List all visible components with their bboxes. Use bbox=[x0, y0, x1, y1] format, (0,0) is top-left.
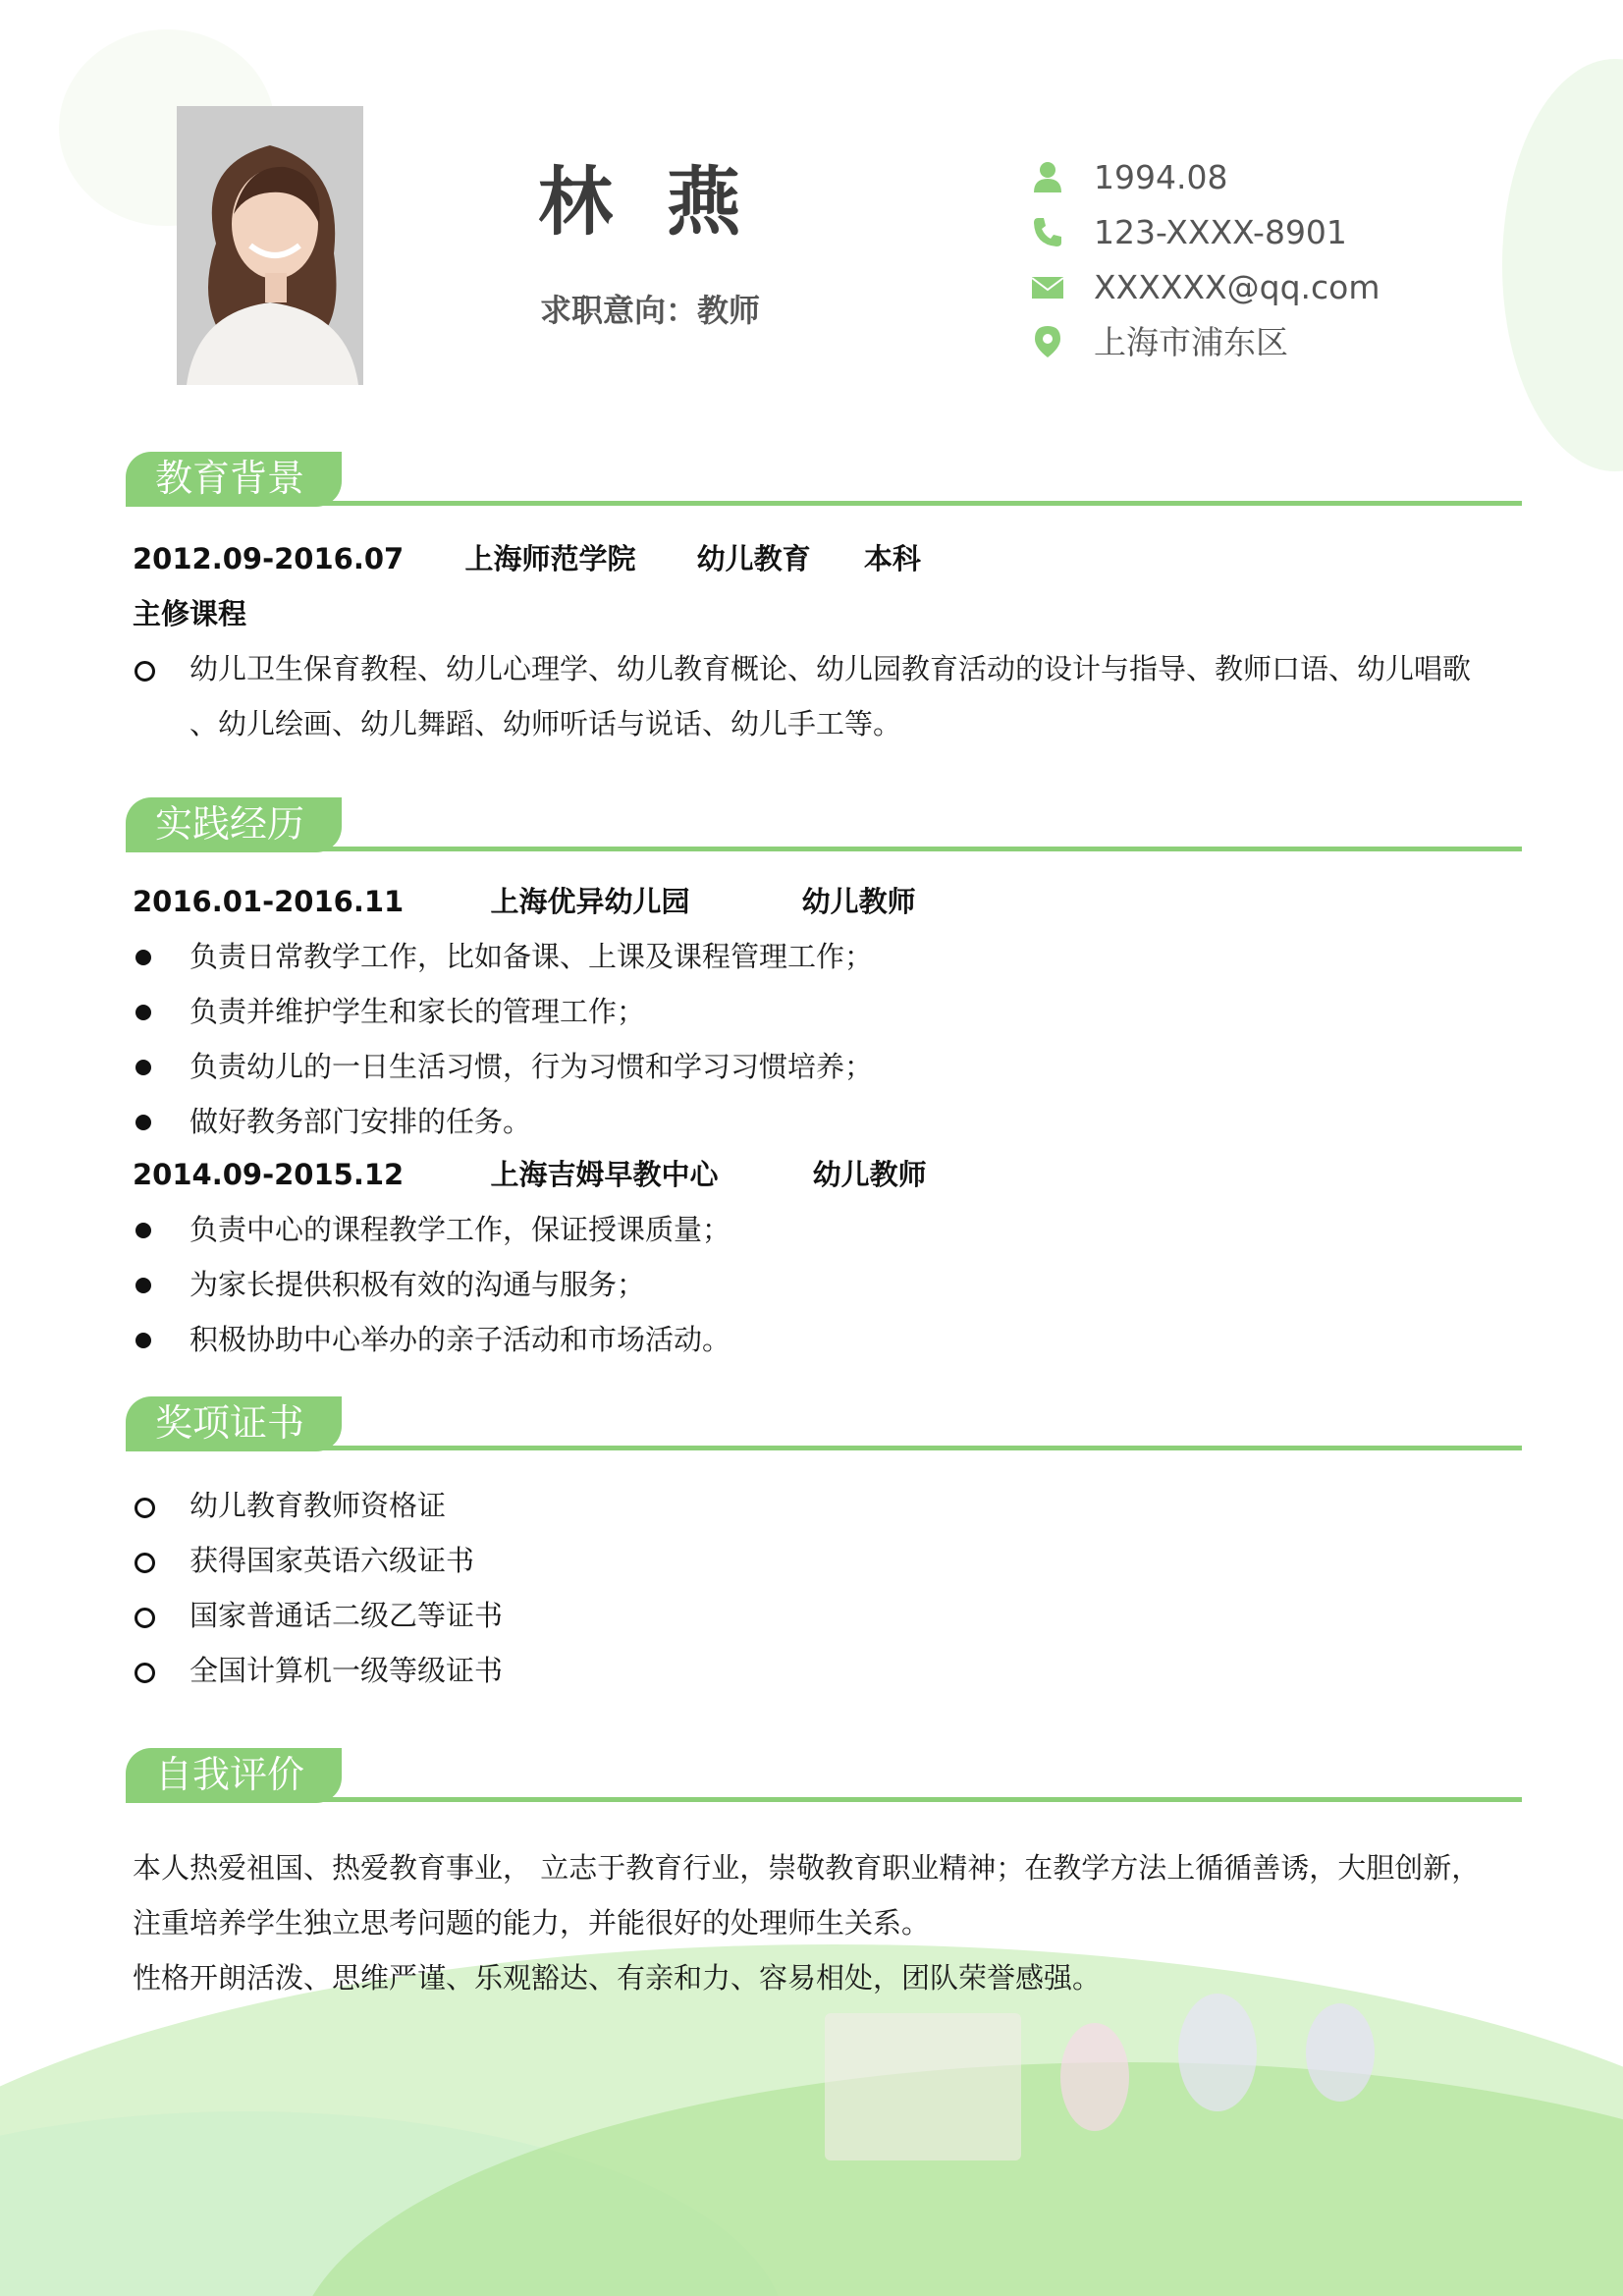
job-intent: 求职意向：教师 bbox=[540, 292, 761, 329]
section-divider bbox=[126, 1446, 1522, 1450]
job-header bbox=[133, 884, 916, 919]
duty-text: 负责日常教学工作，比如备课、上课及课程管理工作； bbox=[189, 940, 874, 973]
job-org: 上海吉姆早教中心 bbox=[490, 1158, 719, 1191]
section-education bbox=[126, 452, 1522, 507]
contact-birth bbox=[1031, 149, 1380, 204]
duty-text: 负责幼儿的一日生活习惯，行为习惯和学习习惯培养； bbox=[189, 1050, 874, 1083]
phone-text: 123-XXXX-8901 bbox=[1094, 212, 1347, 251]
self-eval-line-1: 本人热爱祖国、热爱教育事业， 立志于教育行业，崇敬教育职业精神；在教学方法上循循善诱，大胆创新， bbox=[133, 1851, 1481, 1885]
duty-text: 积极协助中心举办的亲子活动和市场活动。 bbox=[189, 1323, 731, 1356]
contact-email bbox=[1031, 259, 1380, 314]
education-row bbox=[133, 541, 921, 576]
education-major: 幼儿教育 bbox=[696, 542, 811, 575]
job-period: 2016.01-2016.11 bbox=[133, 885, 405, 918]
award-text: 获得国家英语六级证书 bbox=[189, 1544, 475, 1577]
award-text: 国家普通话二级乙等证书 bbox=[189, 1599, 504, 1632]
ring-bullet-icon bbox=[135, 1553, 155, 1573]
address-text: 上海市浦东区 bbox=[1094, 322, 1288, 361]
dot-bullet-icon bbox=[135, 1223, 151, 1238]
job-header bbox=[133, 1157, 927, 1192]
section-self-evaluation bbox=[126, 1748, 1522, 1803]
dot-bullet-icon bbox=[135, 1278, 151, 1293]
job-org: 上海优异幼儿园 bbox=[490, 885, 690, 918]
section-awards bbox=[126, 1396, 1522, 1451]
contact-phone bbox=[1031, 204, 1380, 259]
ring-bullet-icon bbox=[135, 661, 155, 682]
education-school: 上海师范学院 bbox=[464, 542, 636, 575]
award-text: 幼儿教育教师资格证 bbox=[189, 1489, 447, 1522]
self-eval-line-3: 性格开朗活泼、思维严谨、乐观豁达、有亲和力、容易相处，团队荣誉感强。 bbox=[133, 1961, 1102, 1995]
ring-bullet-icon bbox=[135, 1498, 155, 1518]
phone-icon bbox=[1031, 215, 1064, 248]
job-role: 幼儿教师 bbox=[812, 1158, 927, 1191]
dot-bullet-icon bbox=[135, 1005, 151, 1020]
education-period: 2012.09-2016.07 bbox=[133, 542, 405, 575]
duty-text: 负责中心的课程教学工作，保证授课质量； bbox=[189, 1213, 731, 1246]
courses-label: 主修课程 bbox=[133, 597, 247, 630]
section-practice bbox=[126, 797, 1522, 852]
person-icon bbox=[1031, 160, 1064, 193]
ring-bullet-icon bbox=[135, 1608, 155, 1628]
duty-text: 负责并维护学生和家长的管理工作； bbox=[189, 995, 646, 1028]
section-divider bbox=[126, 1797, 1522, 1802]
award-text: 全国计算机一级等级证书 bbox=[189, 1654, 504, 1687]
dot-bullet-icon bbox=[135, 1115, 151, 1130]
location-pin-icon bbox=[1031, 325, 1064, 358]
self-eval-line-2: 注重培养学生独立思考问题的能力，并能很好的处理师生关系。 bbox=[133, 1906, 931, 1940]
candidate-name: 林 燕 bbox=[538, 158, 755, 246]
email-icon bbox=[1031, 270, 1064, 303]
duty-text: 为家长提供积极有效的沟通与服务； bbox=[189, 1268, 646, 1301]
job-role: 幼儿教师 bbox=[801, 885, 916, 918]
education-degree: 本科 bbox=[863, 542, 921, 575]
contact-list bbox=[1031, 149, 1380, 369]
section-title: 自我评价 bbox=[155, 1753, 305, 1796]
section-title: 实践经历 bbox=[155, 802, 305, 846]
dot-bullet-icon bbox=[135, 1333, 151, 1348]
ring-bullet-icon bbox=[135, 1663, 155, 1683]
section-divider bbox=[126, 501, 1522, 506]
dot-bullet-icon bbox=[135, 950, 151, 965]
courses-line-2: 、幼儿绘画、幼儿舞蹈、幼师听话与说话、幼儿手工等。 bbox=[189, 707, 902, 740]
dot-bullet-icon bbox=[135, 1060, 151, 1075]
profile-photo bbox=[177, 106, 363, 385]
courses-line-1: 幼儿卫生保育教程、幼儿心理学、幼儿教育概论、幼儿园教育活动的设计与指导、教师口语、幼儿唱歌 bbox=[189, 652, 1472, 685]
email-text: XXXXXX@qq.com bbox=[1094, 267, 1380, 306]
section-title: 奖项证书 bbox=[155, 1401, 305, 1445]
section-divider bbox=[126, 847, 1522, 851]
birth-text: 1994.08 bbox=[1094, 157, 1228, 196]
contact-address bbox=[1031, 314, 1380, 369]
job-period: 2014.09-2015.12 bbox=[133, 1158, 405, 1191]
duty-text: 做好教务部门安排的任务。 bbox=[189, 1105, 532, 1138]
section-title: 教育背景 bbox=[155, 457, 305, 500]
